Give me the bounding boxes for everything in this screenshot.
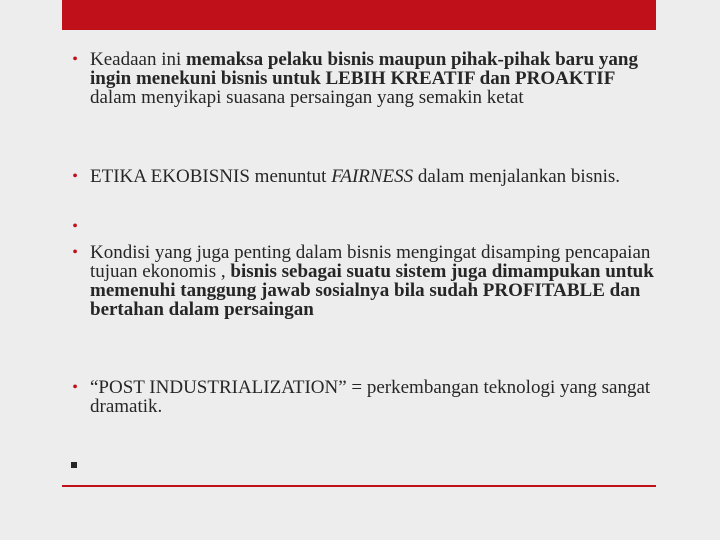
bullet-text [90,243,660,319]
text-run-italic: FAIRNESS [331,166,414,187]
text-run: ETIKA EKOBISNIS menuntut [90,166,332,187]
bullet-text [90,378,660,416]
top-accent-band [62,0,656,30]
bullet-dot-icon: • [72,168,78,185]
bottom-accent-rule [62,485,656,487]
bullet-dot-icon: • [72,379,78,396]
text-run: “POST INDUSTRIALIZATION” = perkembangan teknologi yang sangat dramatik. [90,377,651,417]
square-bullet-icon [71,462,77,468]
bullet-dot-icon: • [72,244,78,261]
bullet-text [90,167,660,186]
text-run: Kondisi yang juga penting dalam bisnis mengingat disamping pencapaian tujuan ekonomis , [90,242,651,282]
text-run: dalam menjalankan bisnis. [413,166,621,187]
text-run-bold: bisnis sebagai suatu sistem juga dimampukan untuk memenuhi tanggung jawab sosialnya bila sudah PROFITABLE dan bertahan dalam persaingan [90,261,654,320]
bullet-dot-icon: • [72,218,78,235]
bullet-text [90,50,660,107]
text-run-bold: memaksa pelaku bisnis maupun pihak-pihak baru yang ingin menekuni bisnis untuk LEBIH KREATIF dan PROAKTIF [90,49,638,89]
text-run: dalam menyikapi suasana persaingan yang semakin ketat [90,87,524,108]
text-run: Keadaan ini [90,49,187,70]
bullet-dot-icon: • [72,51,78,68]
